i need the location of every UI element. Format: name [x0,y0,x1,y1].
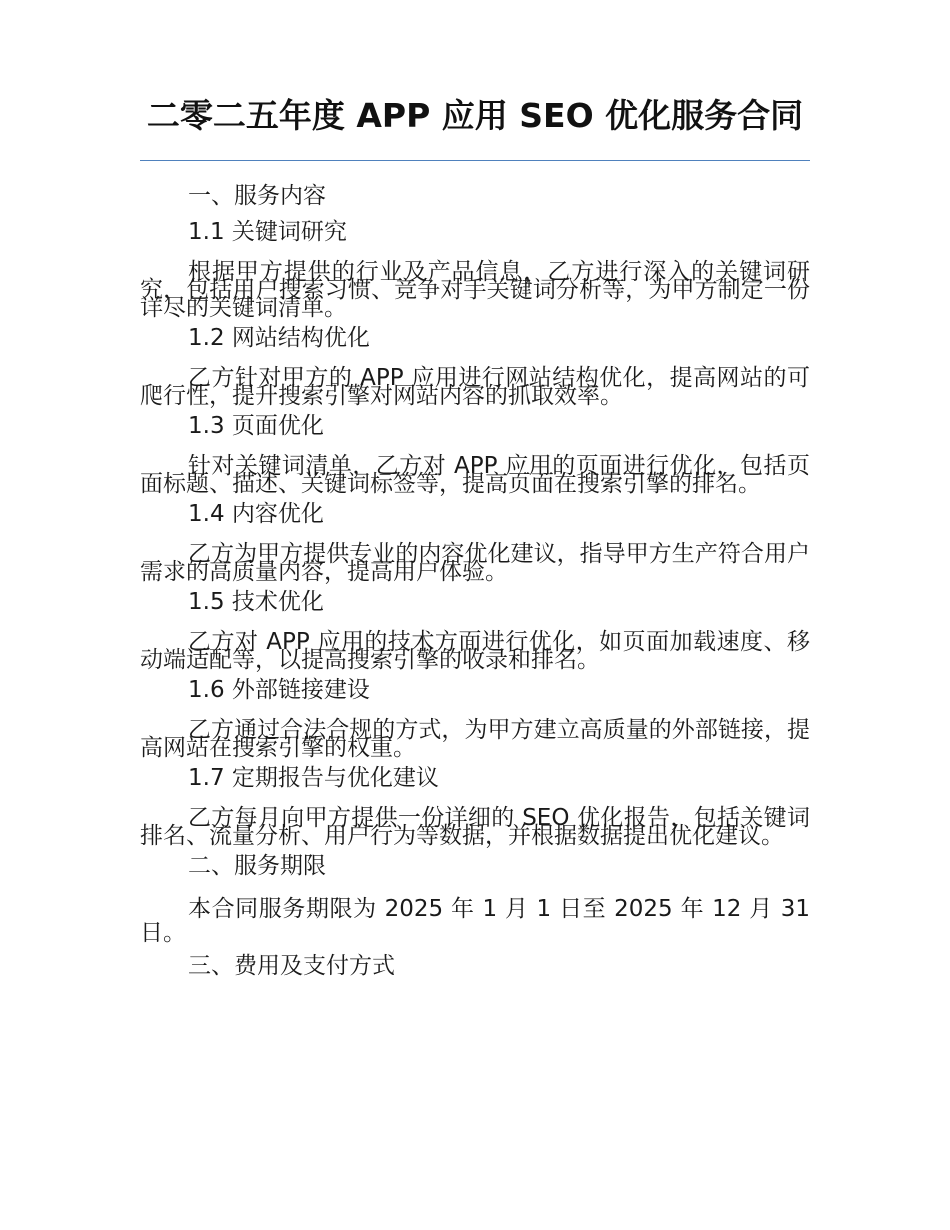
paragraph-site-structure: 乙方针对甲方的 APP 应用进行网站结构优化，提高网站的可爬行性，提升搜索引擎对网站内容的抓取效率。 [140,365,810,409]
section-heading-service-period: 二、服务期限 [188,853,326,879]
paragraph-content-optimization: 乙方为甲方提供专业的内容优化建议，指导甲方生产符合用户需求的高质量内容，提高用户体验。 [140,541,810,585]
subsection-heading-reports: 1.7 定期报告与优化建议 [188,765,439,791]
subsection-heading-page-optimization: 1.3 页面优化 [188,413,324,439]
paragraph-technical-optimization: 乙方对 APP 应用的技术方面进行优化，如页面加载速度、移动端适配等，以提高搜索引擎的收录和排名。 [140,629,810,673]
subsection-heading-external-links: 1.6 外部链接建设 [188,677,370,703]
paragraph-page-optimization: 针对关键词清单，乙方对 APP 应用的页面进行优化，包括页面标题、描述、关键词标签等，提高页面在搜索引擎的排名。 [140,453,810,497]
subsection-heading-content-optimization: 1.4 内容优化 [188,501,324,527]
document-title: 二零二五年度 APP 应用 SEO 优化服务合同 [146,96,804,135]
title-underline [140,160,810,161]
section-heading-fees-payment: 三、费用及支付方式 [188,953,395,979]
section-heading-service-content: 一、服务内容 [188,183,326,209]
subsection-heading-keyword-research: 1.1 关键词研究 [188,219,347,245]
subsection-heading-site-structure: 1.2 网站结构优化 [188,325,370,351]
document-body [140,181,810,981]
paragraph-service-period: 本合同服务期限为 2025 年 1 月 1 日至 2025 年 12 月 31 日。 [140,896,810,946]
paragraph-external-links: 乙方通过合法合规的方式，为甲方建立高质量的外部链接，提高网站在搜索引擎的权重。 [140,717,810,761]
paragraph-keyword-research: 根据甲方提供的行业及产品信息，乙方进行深入的关键词研究，包括用户搜索习惯、竞争对手关键词分析等，为甲方制定一份详尽的关键词清单。 [140,259,810,321]
subsection-heading-technical-optimization: 1.5 技术优化 [188,589,324,615]
paragraph-reports: 乙方每月向甲方提供一份详细的 SEO 优化报告，包括关键词排名、流量分析、用户行为等数据，并根据数据提出优化建议。 [140,805,810,849]
